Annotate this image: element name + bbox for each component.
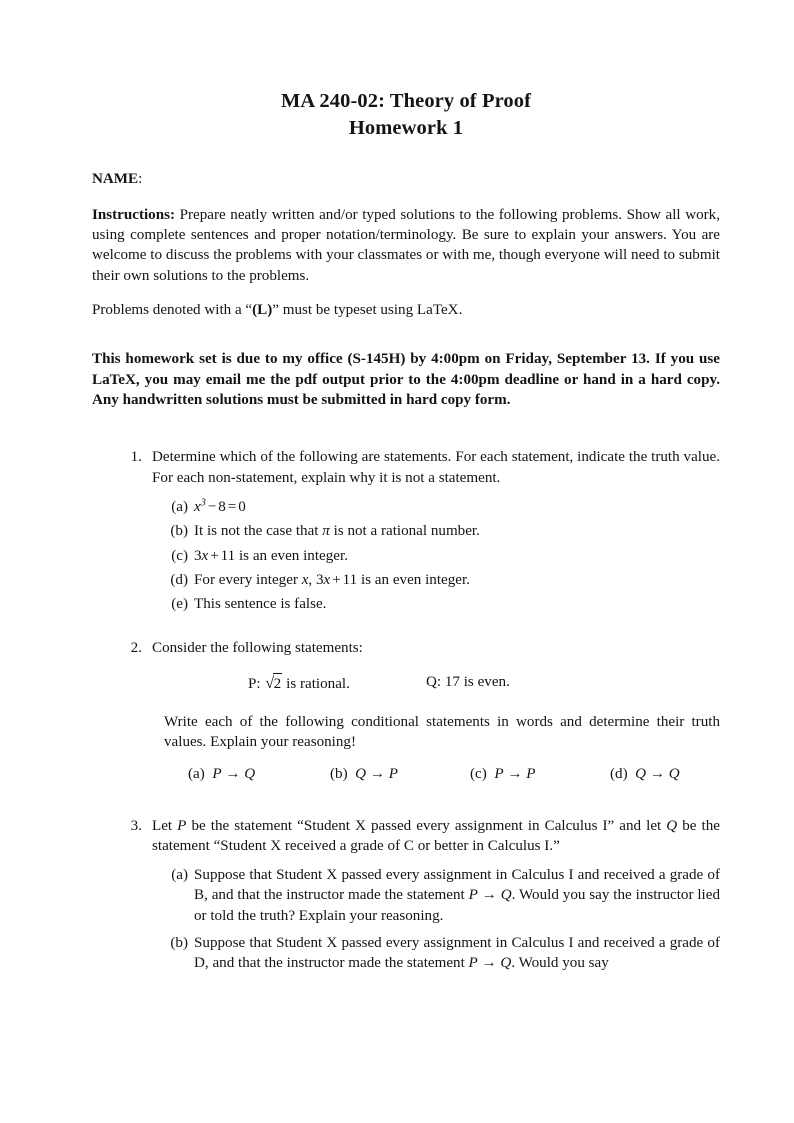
subitem-marker: (c) bbox=[171, 547, 188, 564]
subitem-1b bbox=[164, 521, 720, 541]
problem-text: Determine which of the following are statements. For each statement, indicate the truth value. For each non-statement, explain why it is not a statement. bbox=[152, 449, 720, 486]
spacer bbox=[92, 190, 720, 205]
subitem-1d bbox=[164, 570, 720, 590]
subitem-list-3 bbox=[152, 865, 720, 973]
subitem-marker: (b) bbox=[170, 935, 188, 952]
spacer bbox=[92, 320, 720, 334]
subitem-text: Suppose that Student X passed every assignment in Calculus I and received a grade of D, and that the instructor made the statement P → Q. Would you say bbox=[194, 935, 720, 972]
subitem-text: For every integer x, 3x + 11 is an even integer. bbox=[194, 572, 470, 589]
title-line-1: MA 240-02: Theory of Proof bbox=[280, 90, 532, 112]
problem-text: Let P be the statement “Student X passed every assignment in Calculus I” and let Q be the statement “Student X received a grade of C or better in Calculus I.” bbox=[152, 817, 721, 854]
subitem-text: 3x + 11 is an even integer. bbox=[194, 547, 348, 564]
problem-marker: 2. bbox=[130, 639, 142, 656]
subitem-marker: (e) bbox=[171, 596, 188, 613]
spacer bbox=[92, 142, 720, 170]
latex-note-tag: (L) bbox=[252, 301, 273, 318]
spacer bbox=[92, 619, 720, 638]
problem-item-1 bbox=[118, 447, 720, 614]
instructions-label: Instructions: bbox=[92, 206, 176, 223]
option-2d: (d) Q → Q bbox=[610, 765, 680, 782]
title-line-2: Homework 1 bbox=[348, 117, 464, 140]
subitem-3a bbox=[164, 865, 720, 926]
problem-2-instruction: Write each of the following conditional statements in words and determine their truth values. Explain your reasoning! bbox=[164, 713, 720, 751]
instructions-text: Prepare neatly written and/or typed solutions to the following problems. Show all work, using complete sentences and proper notation/terminology. Be sure to explain your answers. You are welcome to discuss the problems with your classmates or with me, though everyone will need to submit their own solutions to the problems. bbox=[92, 206, 720, 284]
page-title bbox=[92, 88, 720, 142]
problem-list bbox=[92, 447, 720, 973]
statement-definitions bbox=[152, 672, 720, 696]
due-notice-paragraph: This homework set is due to my office (S-145H) by 4:00pm on Friday, September 13. If you use LaTeX, you may email me the pdf output prior to the 4:00pm deadline or hand in a hard copy. Any handwritten solutions must be submitted in hard copy form. bbox=[92, 351, 720, 408]
option-2c: (c) P → P bbox=[470, 765, 536, 782]
problem-item-2 bbox=[118, 638, 720, 786]
statement-p: P: √2 is rational. bbox=[248, 672, 350, 694]
subitem-text: It is not the case that π is not a rational number. bbox=[194, 523, 480, 540]
subitem-text: $x^3 - 8 = 0$ bbox=[194, 497, 246, 516]
option-2b: (b) Q → P bbox=[330, 765, 398, 782]
name-colon: : bbox=[138, 171, 143, 188]
problem-text: Consider the following statements: bbox=[152, 639, 363, 656]
conditional-options bbox=[152, 764, 720, 786]
subitem-1c bbox=[164, 546, 720, 566]
subitem-3b bbox=[164, 933, 720, 974]
spacer bbox=[92, 425, 720, 447]
subitem-1e bbox=[164, 594, 720, 614]
latex-note-after: ” must be typeset using LaTeX. bbox=[272, 301, 463, 318]
instructions-paragraph bbox=[92, 205, 720, 286]
subitem-marker: (a) bbox=[171, 867, 188, 884]
latex-note-paragraph bbox=[92, 300, 720, 320]
subitem-1a bbox=[164, 497, 720, 518]
statement-q: Q: 17 is even. bbox=[426, 673, 510, 690]
problem-marker: 1. bbox=[130, 449, 142, 466]
spacer bbox=[92, 786, 720, 816]
subitem-list-1 bbox=[152, 497, 720, 615]
subitem-marker: (d) bbox=[170, 572, 188, 589]
name-field-line bbox=[92, 170, 720, 190]
problem-item-3 bbox=[118, 816, 720, 974]
spacer bbox=[92, 286, 720, 300]
subitem-marker: (a) bbox=[171, 498, 188, 515]
name-label: NAME bbox=[92, 171, 139, 188]
subitem-text: Suppose that Student X passed every assignment in Calculus I and received a grade of B, and that the instructor made the statement P → Q. Would you say the instructor lied or told the truth? Explain your reasoning. bbox=[194, 867, 720, 924]
problem-marker: 3. bbox=[130, 817, 142, 834]
document-content bbox=[92, 88, 720, 974]
latex-note-before: Problems denoted with a “ bbox=[92, 301, 253, 318]
option-2a: (a) P → Q bbox=[188, 765, 256, 782]
subitem-marker: (b) bbox=[170, 523, 188, 540]
subitem-text: This sentence is false. bbox=[194, 596, 327, 613]
